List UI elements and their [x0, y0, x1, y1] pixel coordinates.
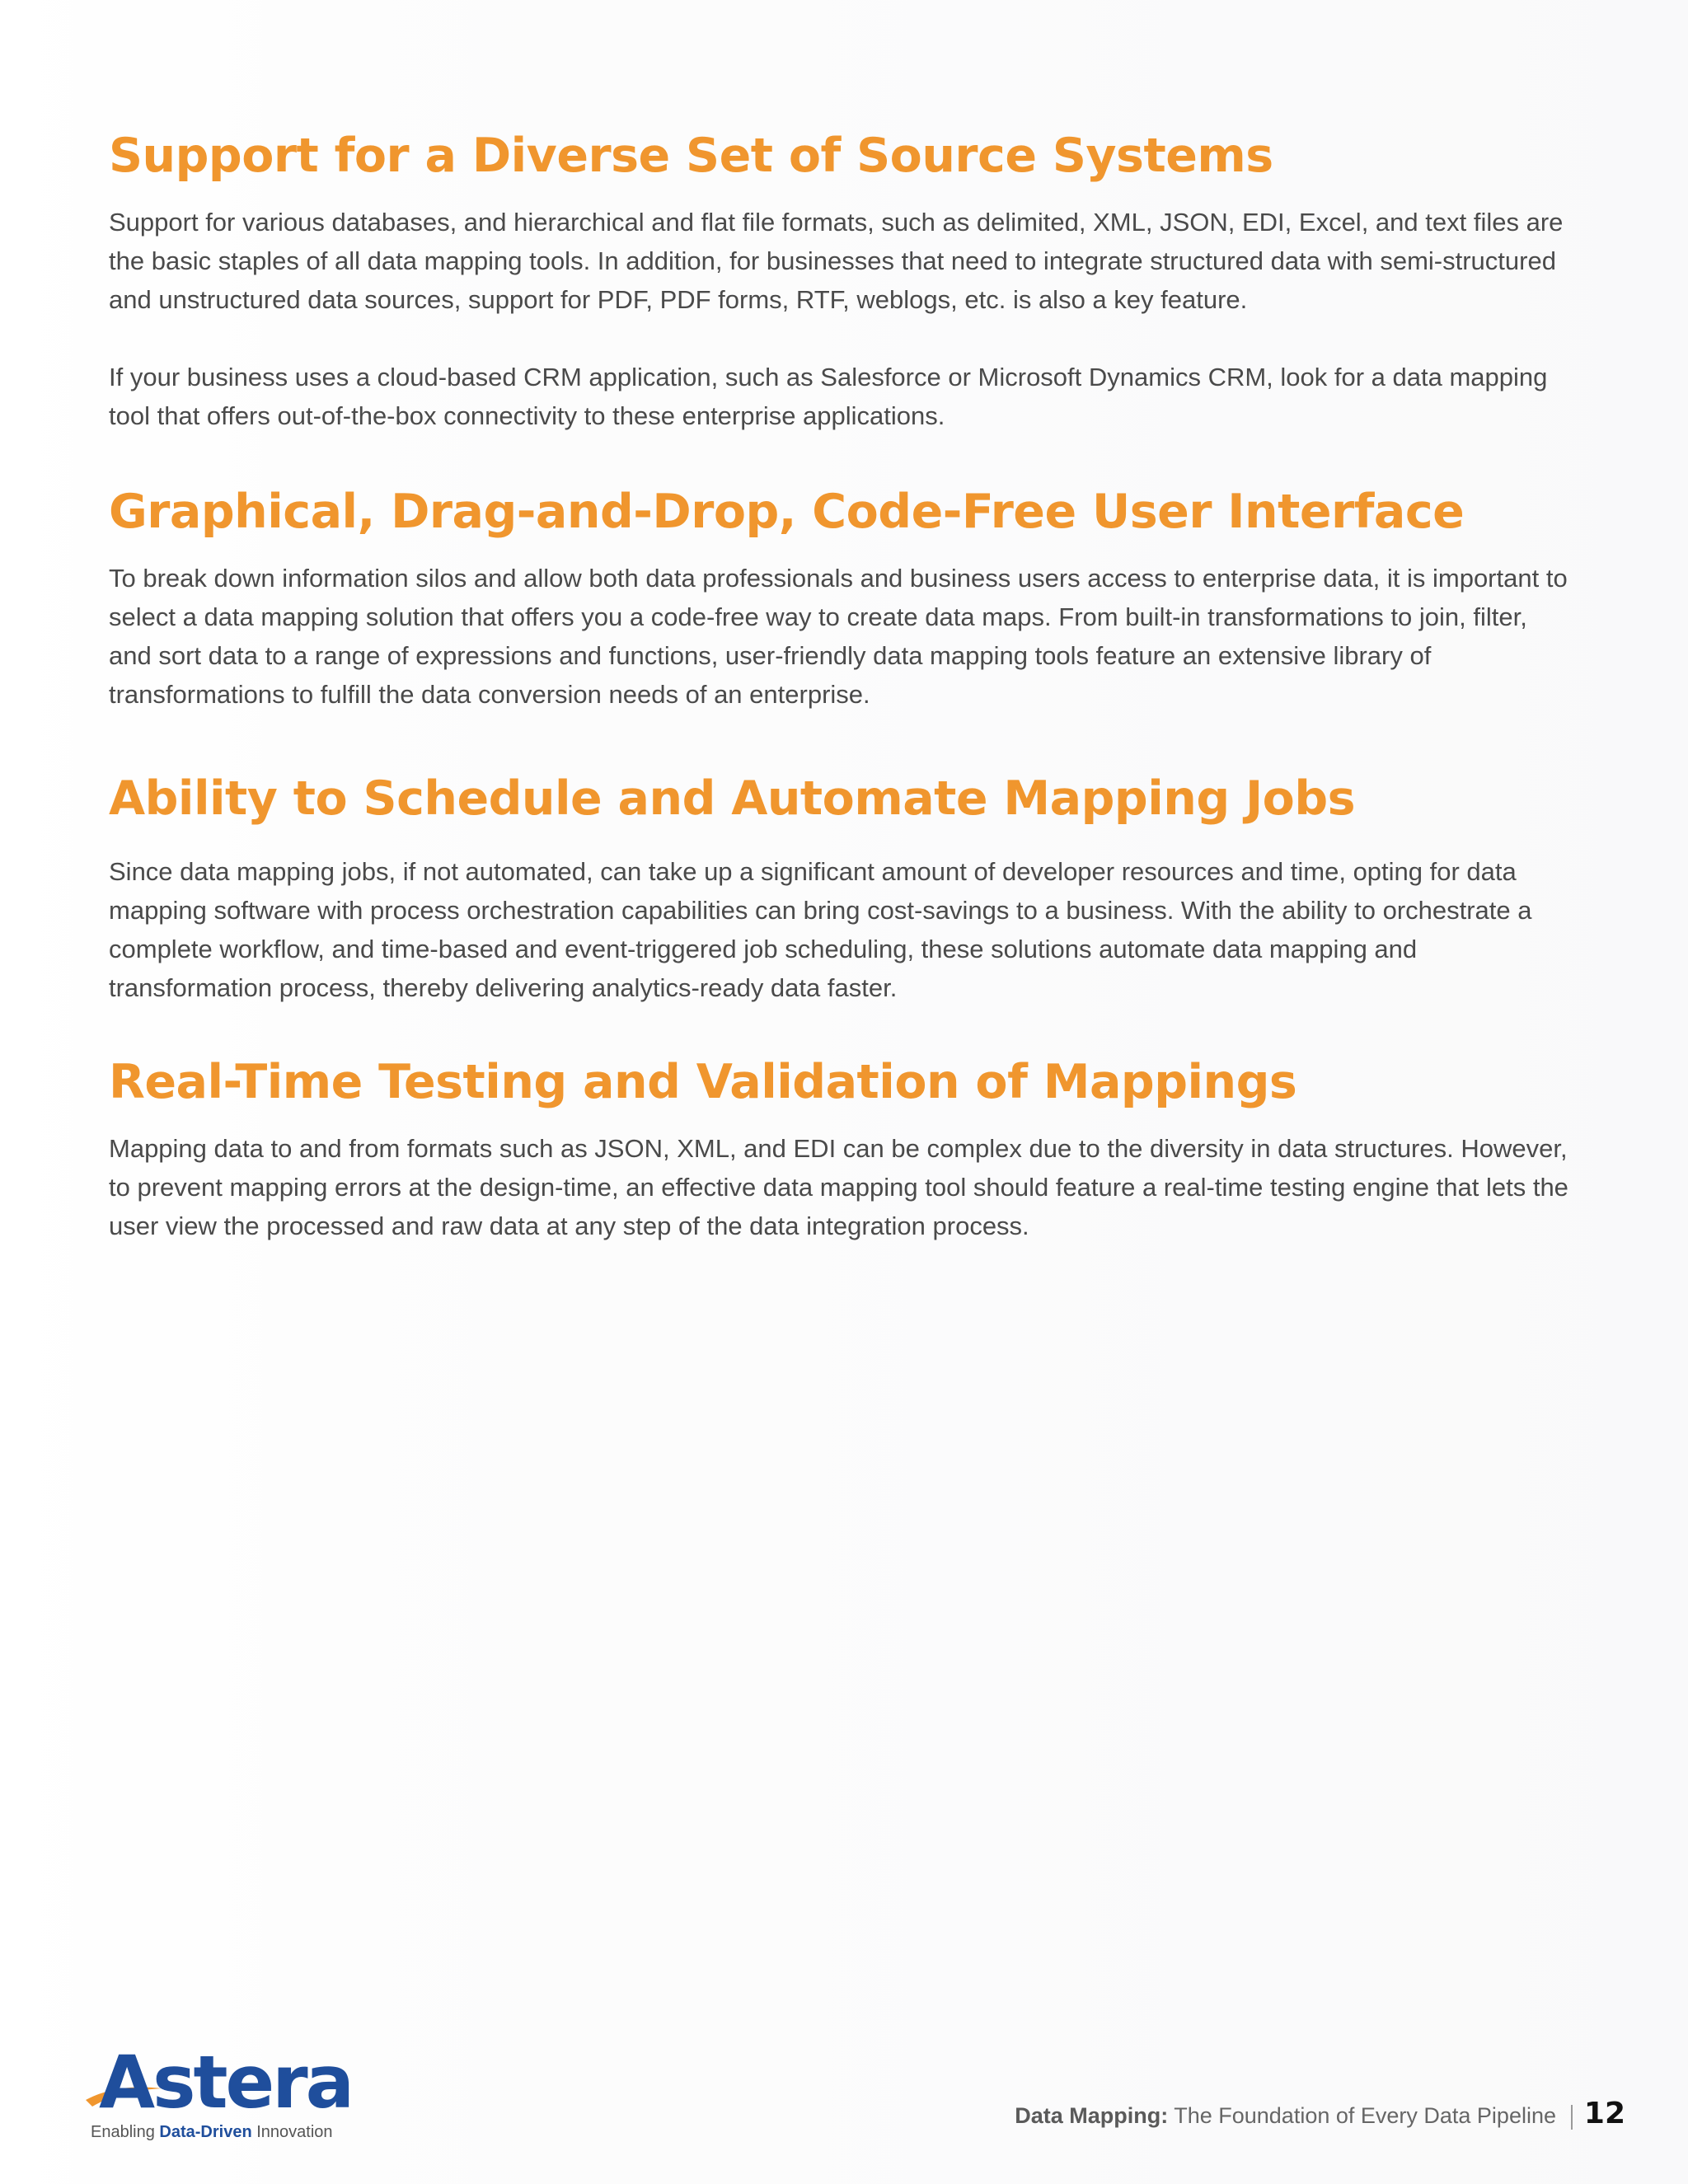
section-paragraph: Support for various databases, and hierarchical and flat file formats, such as delimited, XML, JSON, EDI, Excel, and text files are the basic staples of all data mapping tools. In addition, for businesses that need to integrate structured data with semi-structured and unstructured data sources, support for PDF, PDF forms, RTF, weblogs, etc. is also a key feature.: [109, 208, 1564, 314]
footer-divider: [1571, 2105, 1573, 2130]
logo-tagline: [91, 2123, 333, 2142]
logo-wordmark: Astera: [99, 2040, 353, 2125]
section-paragraph: To break down information silos and allow both data professionals and business users access to enterprise data, it is important to select a data mapping solution that offers you a code-free way to create data maps. From built-in transformations to join, filter, and sort data to a range of expressions and functions, user-friendly data mapping tools feature an extensive library of transformations to fulfill the data conversion needs of an enterprise.: [109, 564, 1568, 709]
section-paragraph: Mapping data to and from formats such as JSON, XML, and EDI can be complex due to the diversity in data structures. However, to prevent mapping errors at the design-time, an effective data mapping tool should feature a real-time testing engine that lets the user view the processed and raw data at any step of the data integration process.: [109, 1134, 1568, 1240]
section-heading: Ability to Schedule and Automate Mapping Jobs: [109, 771, 1356, 826]
document-title: [1015, 2103, 1556, 2129]
section-schedule-automate: [109, 766, 1576, 1007]
section-paragraph: If your business uses a cloud-based CRM application, such as Salesforce or Microsoft Dynamics CRM, look for a data mapping tool that offers out-of-the-box connectivity to these enterprise applications.: [109, 363, 1548, 430]
tagline-suffix: Innovation: [251, 2123, 333, 2141]
section-heading: Support for a Diverse Set of Source Systems: [109, 129, 1273, 183]
section-source-systems: [109, 124, 1576, 435]
tagline-prefix: Enabling: [91, 2123, 160, 2141]
document-title-bold: Data Mapping:: [1015, 2103, 1169, 2128]
tagline-bold: Data-Driven: [159, 2123, 252, 2141]
section-realtime-testing: [109, 1050, 1576, 1245]
page-number: 12: [1583, 2097, 1625, 2130]
section-paragraph: Since data mapping jobs, if not automated, can take up a significant amount of developer resources and time, opting for data mapping software with process orchestration capabilities can bring cost-savings to a business. With the ability to orchestrate a complete workflow, and time-based and event-triggered job scheduling, these solutions automate data mapping and transformation process, thereby delivering analytics-ready data faster.: [109, 857, 1532, 1002]
document-title-rest: The Foundation of Every Data Pipeline: [1168, 2103, 1556, 2128]
section-heading: Graphical, Drag-and-Drop, Code-Free User Interface: [109, 485, 1465, 539]
page-footer: [0, 2040, 1688, 2143]
astera-logo: [82, 2040, 353, 2141]
section-heading: Real-Time Testing and Validation of Mappings: [109, 1055, 1297, 1109]
section-graphical-ui: [109, 480, 1576, 714]
